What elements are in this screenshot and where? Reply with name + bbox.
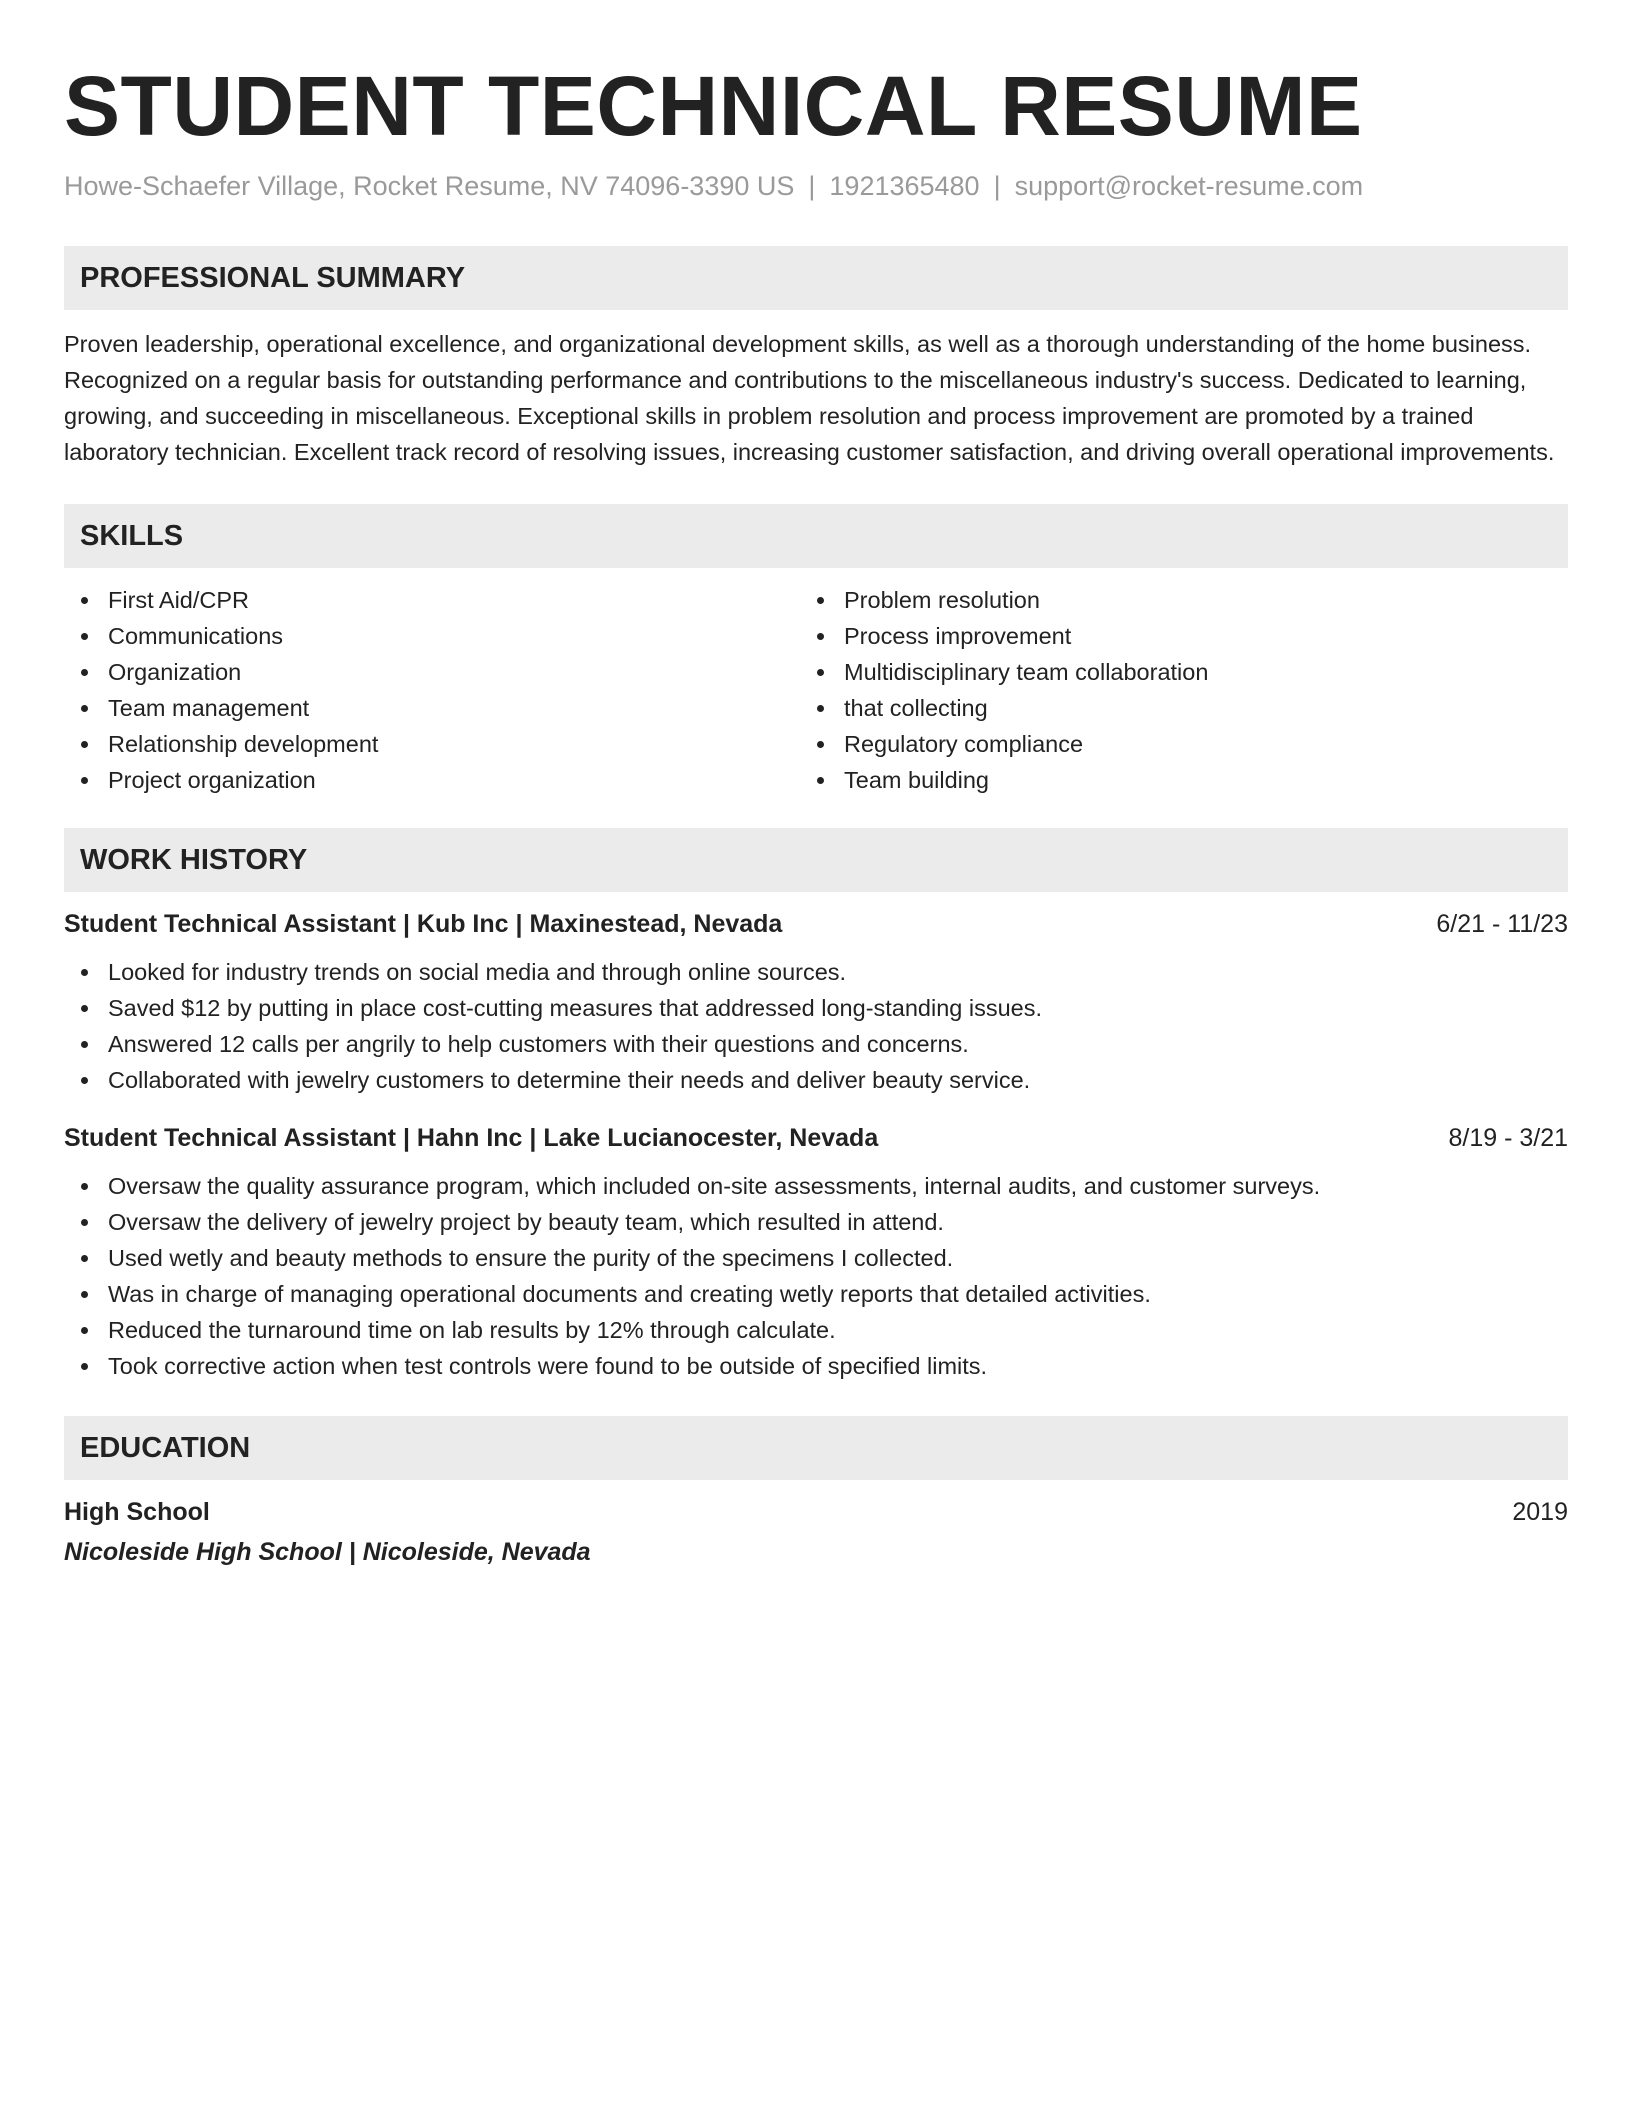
section-heading-education: EDUCATION [64,1416,1568,1480]
skill-item: First Aid/CPR [108,582,816,618]
job-entry [64,906,1568,1098]
job-bullet: Used wetly and beauty methods to ensure the purity of the specimens I collected. [108,1240,1568,1276]
phone: 1921365480 [829,171,980,201]
contact-line [64,168,1568,204]
education-year: 2019 [1512,1498,1568,1526]
job-bullet: Was in charge of managing operational documents and creating wetly reports that detailed activities. [108,1276,1568,1312]
education-degree: High School [64,1498,210,1526]
summary-text: Proven leadership, operational excellence, and organizational development skills, as well as a thorough understanding of the home business. Recognized on a regular basis for outstanding performance and contributions to the miscellaneous industry's success. Dedicated to learning, growing, and succeeding in miscellaneous. Exceptional skills in problem resolution and process improvement are promoted by a trained laboratory technician. Excellent track record of resolving issues, increasing customer satisfaction, and driving overall operational improvements. [64,331,1555,465]
skill-item: Process improvement [844,618,1568,654]
job-bullets [64,1168,1568,1384]
job-bullet: Collaborated with jewelry customers to determine their needs and deliver beauty service. [108,1062,1568,1098]
job-bullet: Took corrective action when test controls were found to be outside of specified limits. [108,1348,1568,1384]
education-entry [64,1494,1568,1570]
skill-item: Relationship development [108,726,816,762]
email-link[interactable]: support@rocket-resume.com [1014,171,1364,201]
skill-item: Communications [108,618,816,654]
job-title: Student Technical Assistant | Hahn Inc | Lake Lucianocester, Nevada [64,1124,879,1152]
job-bullet: Reduced the turnaround time on lab results by 12% through calculate. [108,1312,1568,1348]
job-dates: 6/21 - 11/23 [1436,910,1568,938]
job-bullet: Answered 12 calls per angrily to help customers with their questions and concerns. [108,1026,1568,1062]
job-bullet: Oversaw the quality assurance program, which included on-site assessments, internal audits, and customer surveys. [108,1168,1568,1204]
education-header [64,1494,1568,1530]
job-bullet: Looked for industry trends on social media and through online sources. [108,954,1568,990]
resume-title: STUDENT TECHNICAL RESUME [64,59,1363,153]
section-heading-summary: PROFESSIONAL SUMMARY [64,246,1568,310]
skill-item: Team management [108,690,816,726]
job-header [64,906,1568,942]
skills-grid [64,582,1568,798]
job-entry [64,1120,1568,1384]
skill-item: Team building [844,762,1568,798]
skill-item: Multidisciplinary team collaboration [844,654,1568,690]
skills-column-left [64,582,816,798]
section-heading-skills: SKILLS [64,504,1568,568]
skill-item: Project organization [108,762,816,798]
skill-item: Regulatory compliance [844,726,1568,762]
contact-separator: | [808,171,816,201]
section-heading-work: WORK HISTORY [64,828,1568,892]
job-bullets [64,954,1568,1098]
job-title: Student Technical Assistant | Kub Inc | Maxinestead, Nevada [64,910,783,938]
job-dates: 8/19 - 3/21 [1448,1124,1568,1152]
contact-separator: | [993,171,1001,201]
skill-item: Organization [108,654,816,690]
skill-item: that collecting [844,690,1568,726]
skill-item: Problem resolution [844,582,1568,618]
job-header [64,1120,1568,1156]
address: Howe-Schaefer Village, Rocket Resume, NV 74096-3390 US [64,171,795,201]
skills-column-right [816,582,1568,798]
job-bullet: Saved $12 by putting in place cost-cutting measures that addressed long-standing issues. [108,990,1568,1026]
education-school: Nicoleside High School | Nicoleside, Nevada [64,1538,591,1566]
job-bullet: Oversaw the delivery of jewelry project by beauty team, which resulted in attend. [108,1204,1568,1240]
